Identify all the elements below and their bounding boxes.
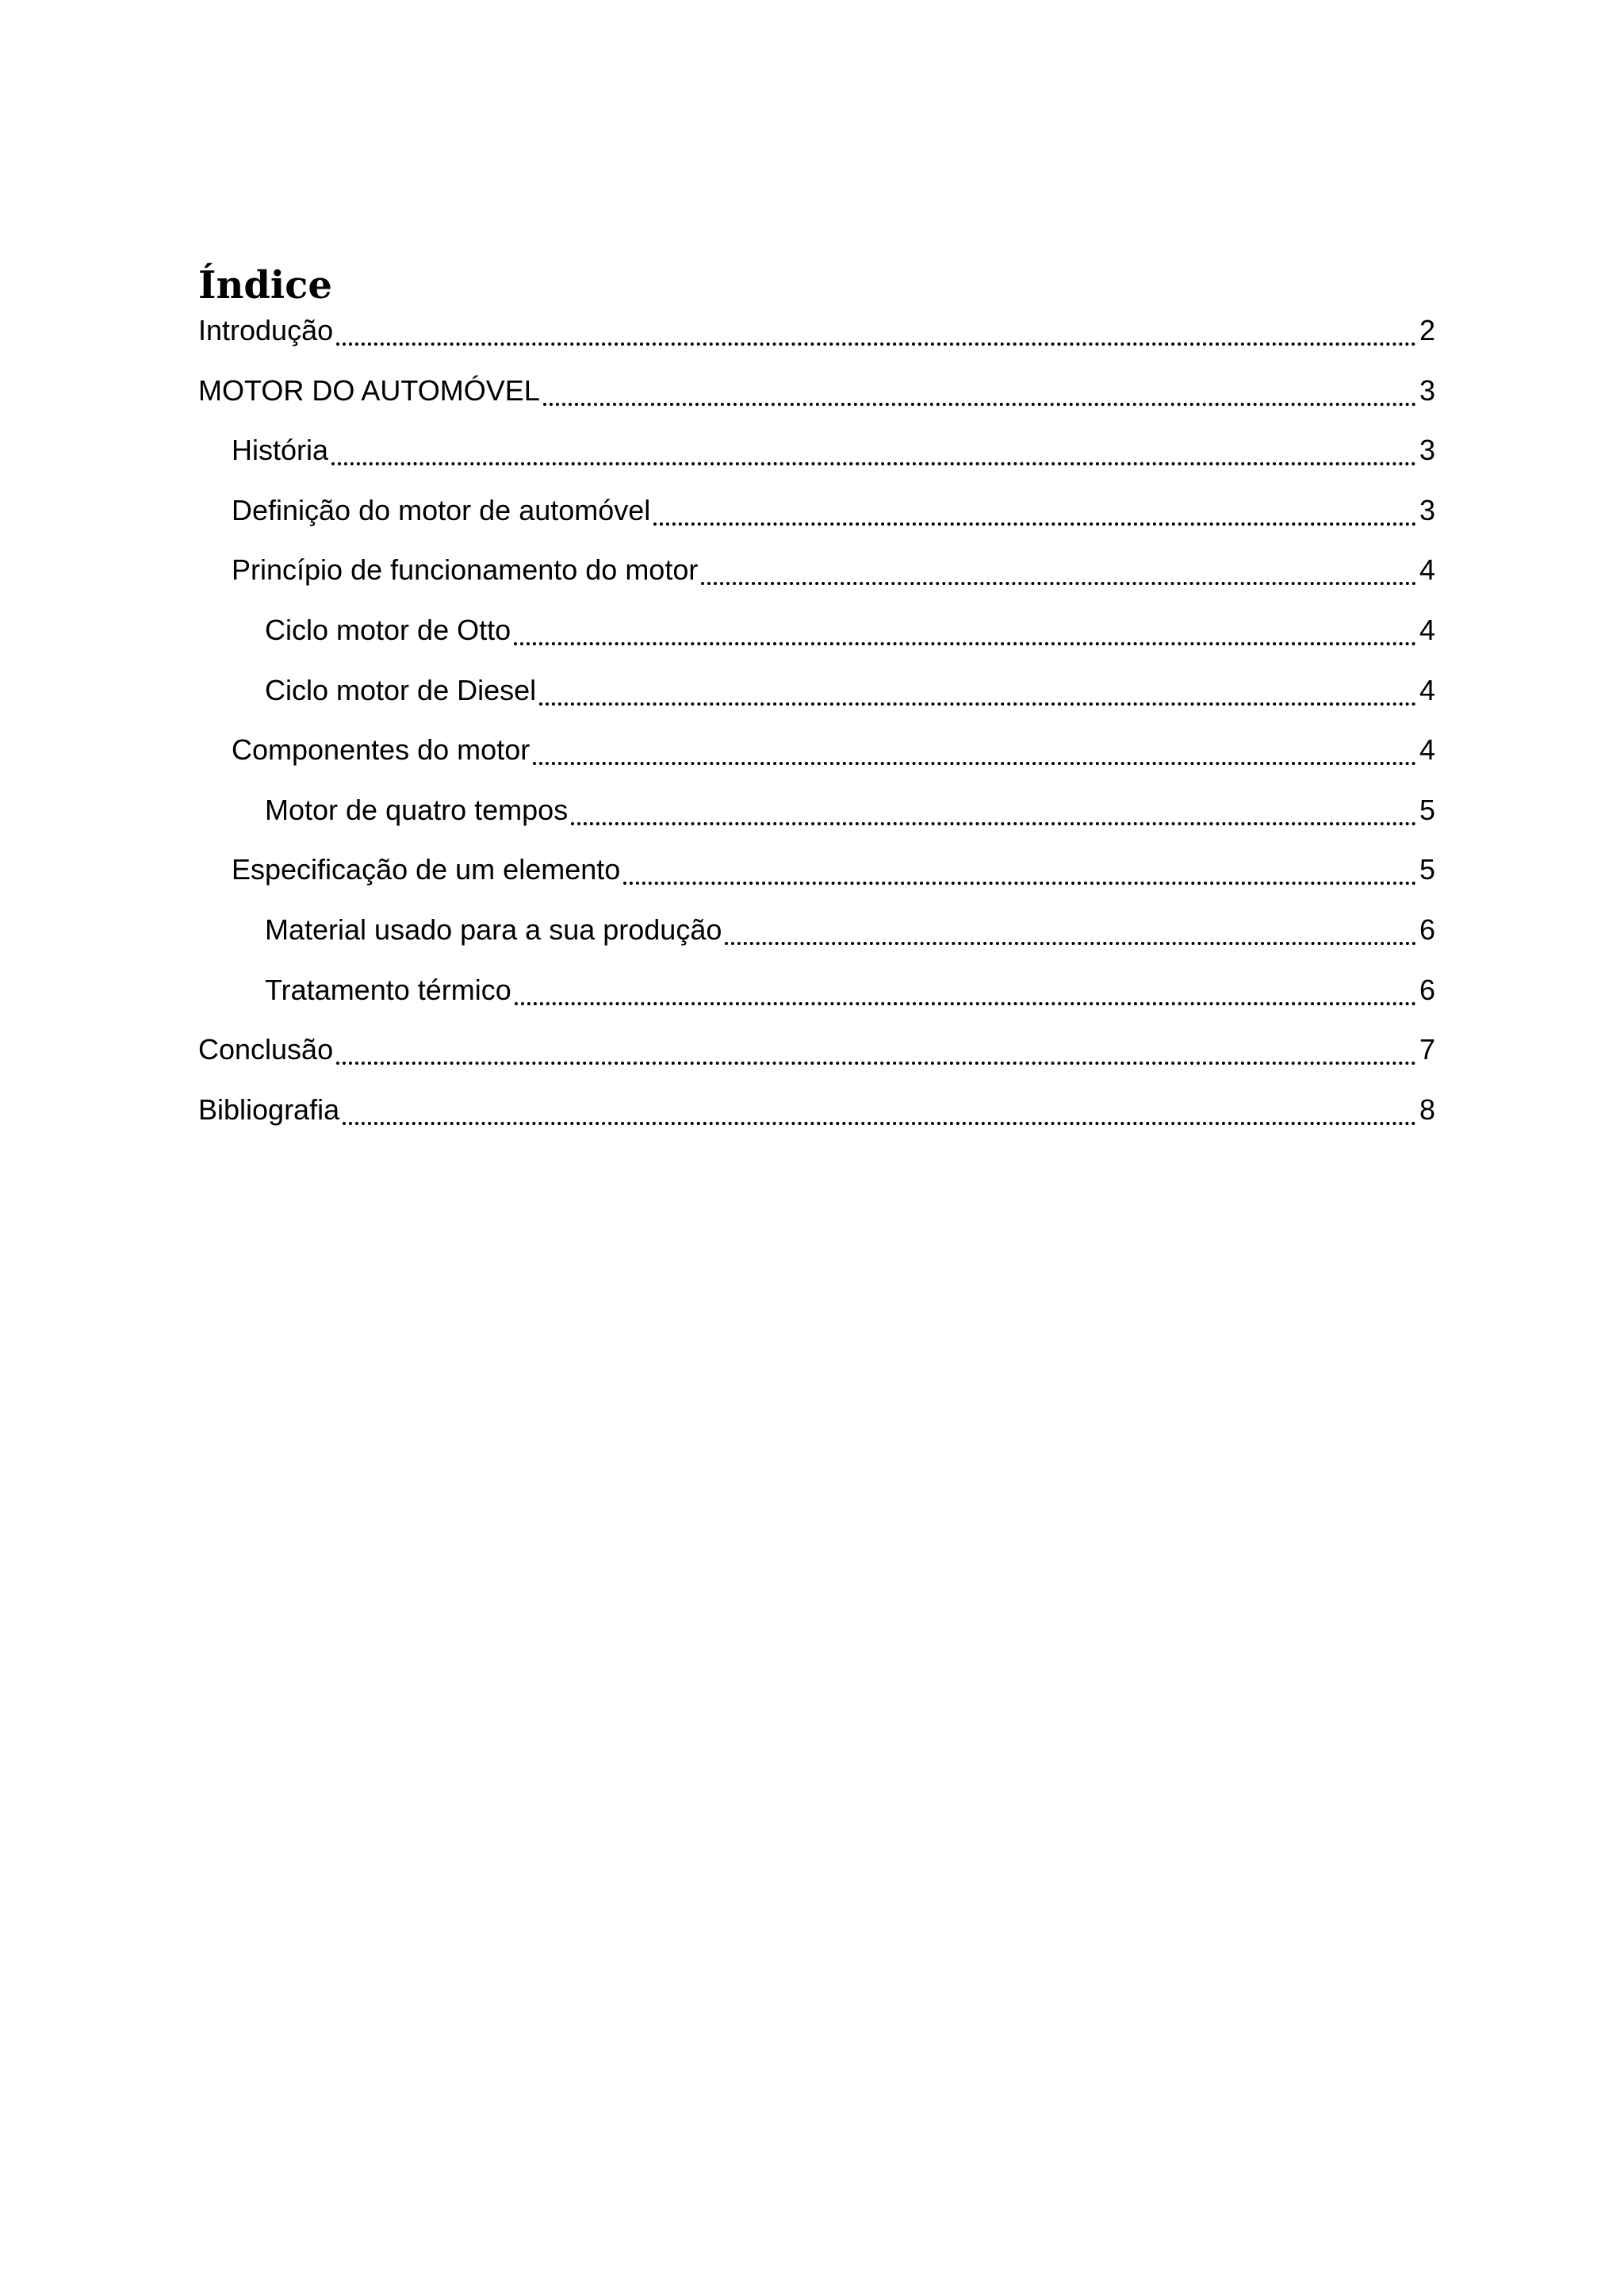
toc-entry-label: História [232, 434, 329, 467]
dot-leader [533, 761, 1416, 765]
toc-entry-page-number: 5 [1419, 793, 1435, 826]
toc-entry[interactable] [198, 669, 1435, 712]
toc-entry[interactable] [198, 429, 1435, 472]
dot-leader [539, 702, 1416, 706]
toc-entry-label: Tratamento térmico [265, 973, 511, 1006]
dot-leader [515, 1001, 1416, 1005]
toc-entry[interactable] [198, 489, 1435, 532]
toc-entry[interactable] [198, 1089, 1435, 1131]
dot-leader [336, 1061, 1416, 1065]
dot-leader [725, 941, 1416, 945]
toc-entry[interactable] [198, 729, 1435, 771]
toc-entry-page-number: 4 [1419, 614, 1435, 646]
toc-entry[interactable] [198, 609, 1435, 652]
toc-entry[interactable] [198, 369, 1435, 412]
dot-leader [653, 522, 1416, 526]
toc-entry-label: Bibliografia [198, 1093, 340, 1126]
toc-entry-page-number: 3 [1419, 493, 1435, 526]
toc-entry-page-number: 2 [1419, 314, 1435, 346]
toc-entry-label: Introdução [198, 314, 334, 346]
toc-entry[interactable] [198, 309, 1435, 352]
toc-entry-page-number: 8 [1419, 1093, 1435, 1126]
dot-leader [514, 641, 1416, 645]
toc-entry-label: Definição do motor de automóvel [232, 493, 651, 526]
toc-entry-label: Ciclo motor de Diesel [265, 673, 537, 706]
toc-entry[interactable] [198, 1028, 1435, 1071]
toc-entry-page-number: 6 [1419, 973, 1435, 1006]
toc-entry-page-number: 6 [1419, 913, 1435, 946]
toc-entry-label: Componentes do motor [232, 733, 530, 767]
toc-entry[interactable] [198, 969, 1435, 1012]
toc-entry-label: Ciclo motor de Otto [265, 614, 511, 646]
toc-entry[interactable] [198, 909, 1435, 951]
dot-leader [701, 581, 1416, 585]
toc-entry[interactable] [198, 549, 1435, 591]
dot-leader [343, 1121, 1416, 1125]
toc-entry-label: Especificação de um elemento [232, 853, 621, 886]
toc-entry-page-number: 4 [1419, 733, 1435, 767]
toc-entry-label: MOTOR DO AUTOMÓVEL [198, 373, 540, 407]
toc-entry-page-number: 3 [1419, 373, 1435, 407]
dot-leader [543, 402, 1416, 406]
toc-entry-page-number: 4 [1419, 553, 1435, 587]
toc-entry[interactable] [198, 789, 1435, 832]
dot-leader [336, 342, 1416, 346]
dot-leader [623, 881, 1416, 885]
toc-entry-page-number: 3 [1419, 434, 1435, 467]
toc-entry-page-number: 4 [1419, 673, 1435, 706]
toc-entry-label: Motor de quatro tempos [265, 793, 569, 826]
toc-title: Índice [198, 263, 332, 308]
toc-entry[interactable] [198, 848, 1435, 891]
dot-leader [331, 461, 1416, 465]
toc-entry-label: Princípio de funcionamento do motor [232, 553, 699, 587]
toc-entry-label: Conclusão [198, 1033, 334, 1066]
toc-entry-page-number: 5 [1419, 853, 1435, 886]
dot-leader [571, 821, 1416, 825]
table-of-contents [198, 258, 1435, 1126]
toc-entry-label: Material usado para a sua produção [265, 913, 722, 946]
toc-entry-page-number: 7 [1419, 1033, 1435, 1066]
